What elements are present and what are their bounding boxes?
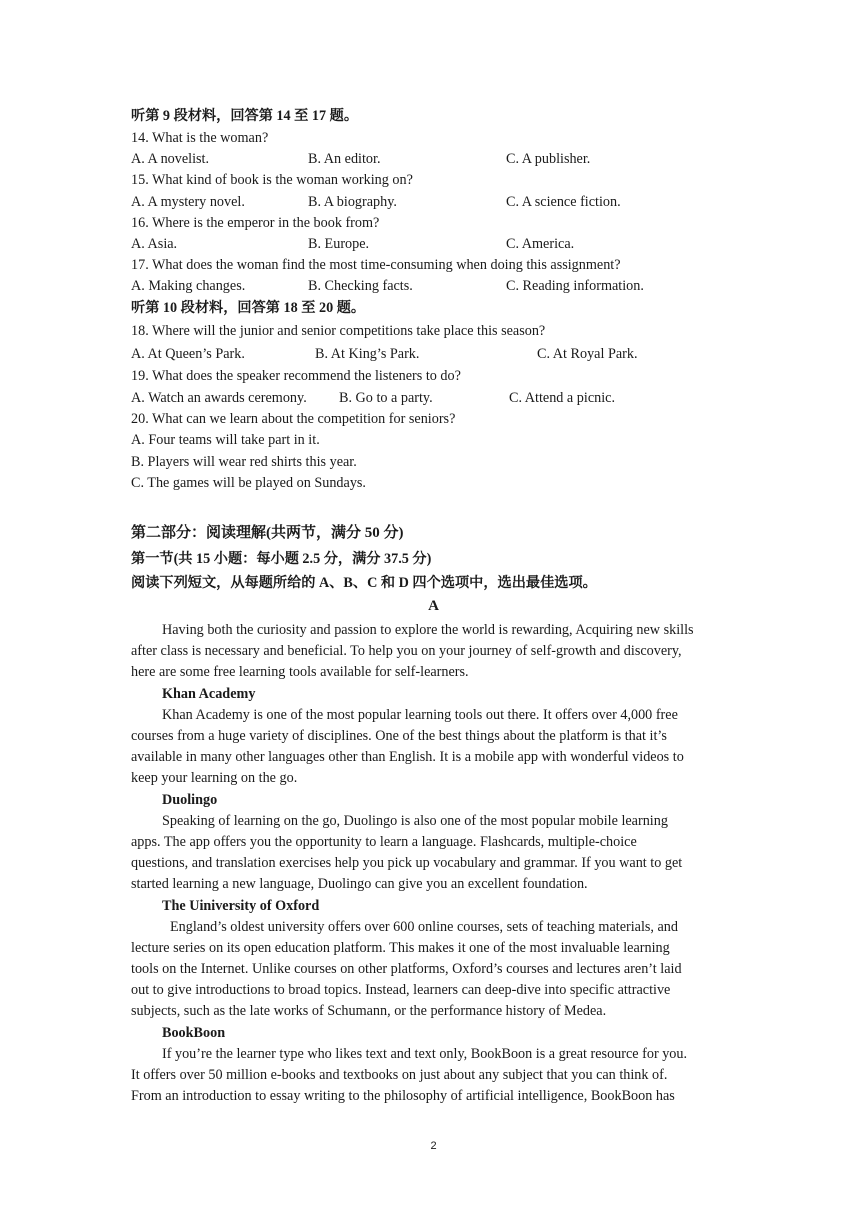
question-16: 16. Where is the emperor in the book from? bbox=[131, 215, 380, 231]
q18-option-c: C. At Royal Park. bbox=[537, 346, 638, 362]
part-two-title: 第二部分：阅读理解(共两节，满分 50 分) bbox=[131, 525, 404, 541]
q16-option-b: B. Europe. bbox=[308, 236, 370, 252]
khan-academy-heading: Khan Academy bbox=[162, 686, 256, 702]
duolingo-line: questions, and translation exercises help you pick up vocabulary and grammar. If you want to get bbox=[131, 855, 683, 871]
q20-option-a: A. Four teams will take part in it. bbox=[131, 432, 320, 448]
duolingo-line: apps. The app offers you the opportunity to learn a language. Flashcards, multiple-choice bbox=[131, 834, 637, 850]
q17-option-c: C. Reading information. bbox=[506, 278, 644, 294]
oxford-line: England’s oldest university offers over 600 online courses, sets of teaching materials, and bbox=[170, 919, 678, 935]
duolingo-heading: Duolingo bbox=[162, 792, 218, 808]
oxford-line: lecture series on its open education platform. This makes it one of the most invaluable learning bbox=[131, 940, 670, 956]
q18-option-a: A. At Queen’s Park. bbox=[131, 346, 245, 362]
bookboon-line: If you’re the learner type who likes text and text only, BookBoon is a great resource for you. bbox=[162, 1046, 688, 1062]
q17-option-b: B. Checking facts. bbox=[308, 278, 413, 294]
instruction-text: 阅读下列短文，从每题所给的 A、B、C 和 D 四个选项中，选出最佳选项。 bbox=[131, 575, 597, 591]
question-19: 19. What does the speaker recommend the listeners to do? bbox=[131, 368, 461, 384]
q15-option-c: C. A science fiction. bbox=[506, 194, 621, 210]
q14-option-c: C. A publisher. bbox=[506, 151, 591, 167]
intro-line: here are some free learning tools available for self-learners. bbox=[131, 664, 469, 680]
khan-line: Khan Academy is one of the most popular learning tools out there. It offers over 4,000 free bbox=[162, 707, 678, 723]
oxford-line: tools on the Internet. Unlike courses on other platforms, Oxford’s courses and lectures aren’t laid bbox=[131, 961, 682, 977]
intro-line: Having both the curiosity and passion to explore the world is rewarding, Acquiring new skills bbox=[162, 622, 694, 638]
duolingo-line: Speaking of learning on the go, Duolingo is also one of the most popular mobile learning bbox=[162, 813, 668, 829]
bookboon-heading: BookBoon bbox=[162, 1025, 226, 1041]
q19-option-a: A. Watch an awards ceremony. bbox=[131, 390, 307, 406]
question-17: 17. What does the woman find the most time-consuming when doing this assignment? bbox=[131, 257, 621, 273]
question-18: 18. Where will the junior and senior competitions take place this season? bbox=[131, 323, 546, 339]
khan-line: keep your learning on the go. bbox=[131, 770, 298, 786]
q14-option-b: B. An editor. bbox=[308, 151, 381, 167]
duolingo-line: started learning a new language, Duolingo can give you an excellent foundation. bbox=[131, 876, 588, 892]
oxford-line: subjects, such as the late works of Schumann, or the performance history of Medea. bbox=[131, 1003, 607, 1019]
q18-option-b: B. At King’s Park. bbox=[315, 346, 420, 362]
q19-option-b: B. Go to a party. bbox=[339, 390, 433, 406]
khan-line: courses from a huge variety of disciplines. One of the best things about the platform is that it’s bbox=[131, 728, 667, 744]
q20-option-c: C. The games will be played on Sundays. bbox=[131, 475, 366, 491]
q17-option-a: A. Making changes. bbox=[131, 278, 246, 294]
section-9-header: 听第 9 段材料，回答第 14 至 17 题。 bbox=[131, 108, 359, 124]
question-14: 14. What is the woman? bbox=[131, 130, 269, 146]
q15-option-a: A. A mystery novel. bbox=[131, 194, 245, 210]
q15-option-b: B. A biography. bbox=[308, 194, 397, 210]
q16-option-c: C. America. bbox=[506, 236, 575, 252]
khan-line: available in many other languages other than English. It is a mobile app with wonderful videos to bbox=[131, 749, 684, 765]
q20-option-b: B. Players will wear red shirts this year. bbox=[131, 454, 357, 470]
q19-option-c: C. Attend a picnic. bbox=[509, 390, 615, 406]
passage-letter: A bbox=[428, 598, 439, 614]
question-20: 20. What can we learn about the competition for seniors? bbox=[131, 411, 456, 427]
q16-option-a: A. Asia. bbox=[131, 236, 178, 252]
oxford-line: out to give introductions to broad topics. Instead, learners can deep-dive into specific attractive bbox=[131, 982, 671, 998]
oxford-heading: The Uiniversity of Oxford bbox=[162, 898, 320, 914]
page-number: 2 bbox=[430, 1140, 437, 1152]
question-15: 15. What kind of book is the woman working on? bbox=[131, 172, 413, 188]
bookboon-line: It offers over 50 million e-books and textbooks on just about any subject that you can think of. bbox=[131, 1067, 668, 1083]
bookboon-line: From an introduction to essay writing to the philosophy of artificial intelligence, BookBoon has bbox=[131, 1088, 675, 1104]
section-one-title: 第一节(共 15 小题：每小题 2.5 分，满分 37.5 分) bbox=[131, 551, 432, 567]
intro-line: after class is necessary and beneficial. To help you on your journey of self-growth and discovery, bbox=[131, 643, 682, 659]
section-10-header: 听第 10 段材料，回答第 18 至 20 题。 bbox=[131, 300, 366, 316]
q14-option-a: A. A novelist. bbox=[131, 151, 210, 167]
